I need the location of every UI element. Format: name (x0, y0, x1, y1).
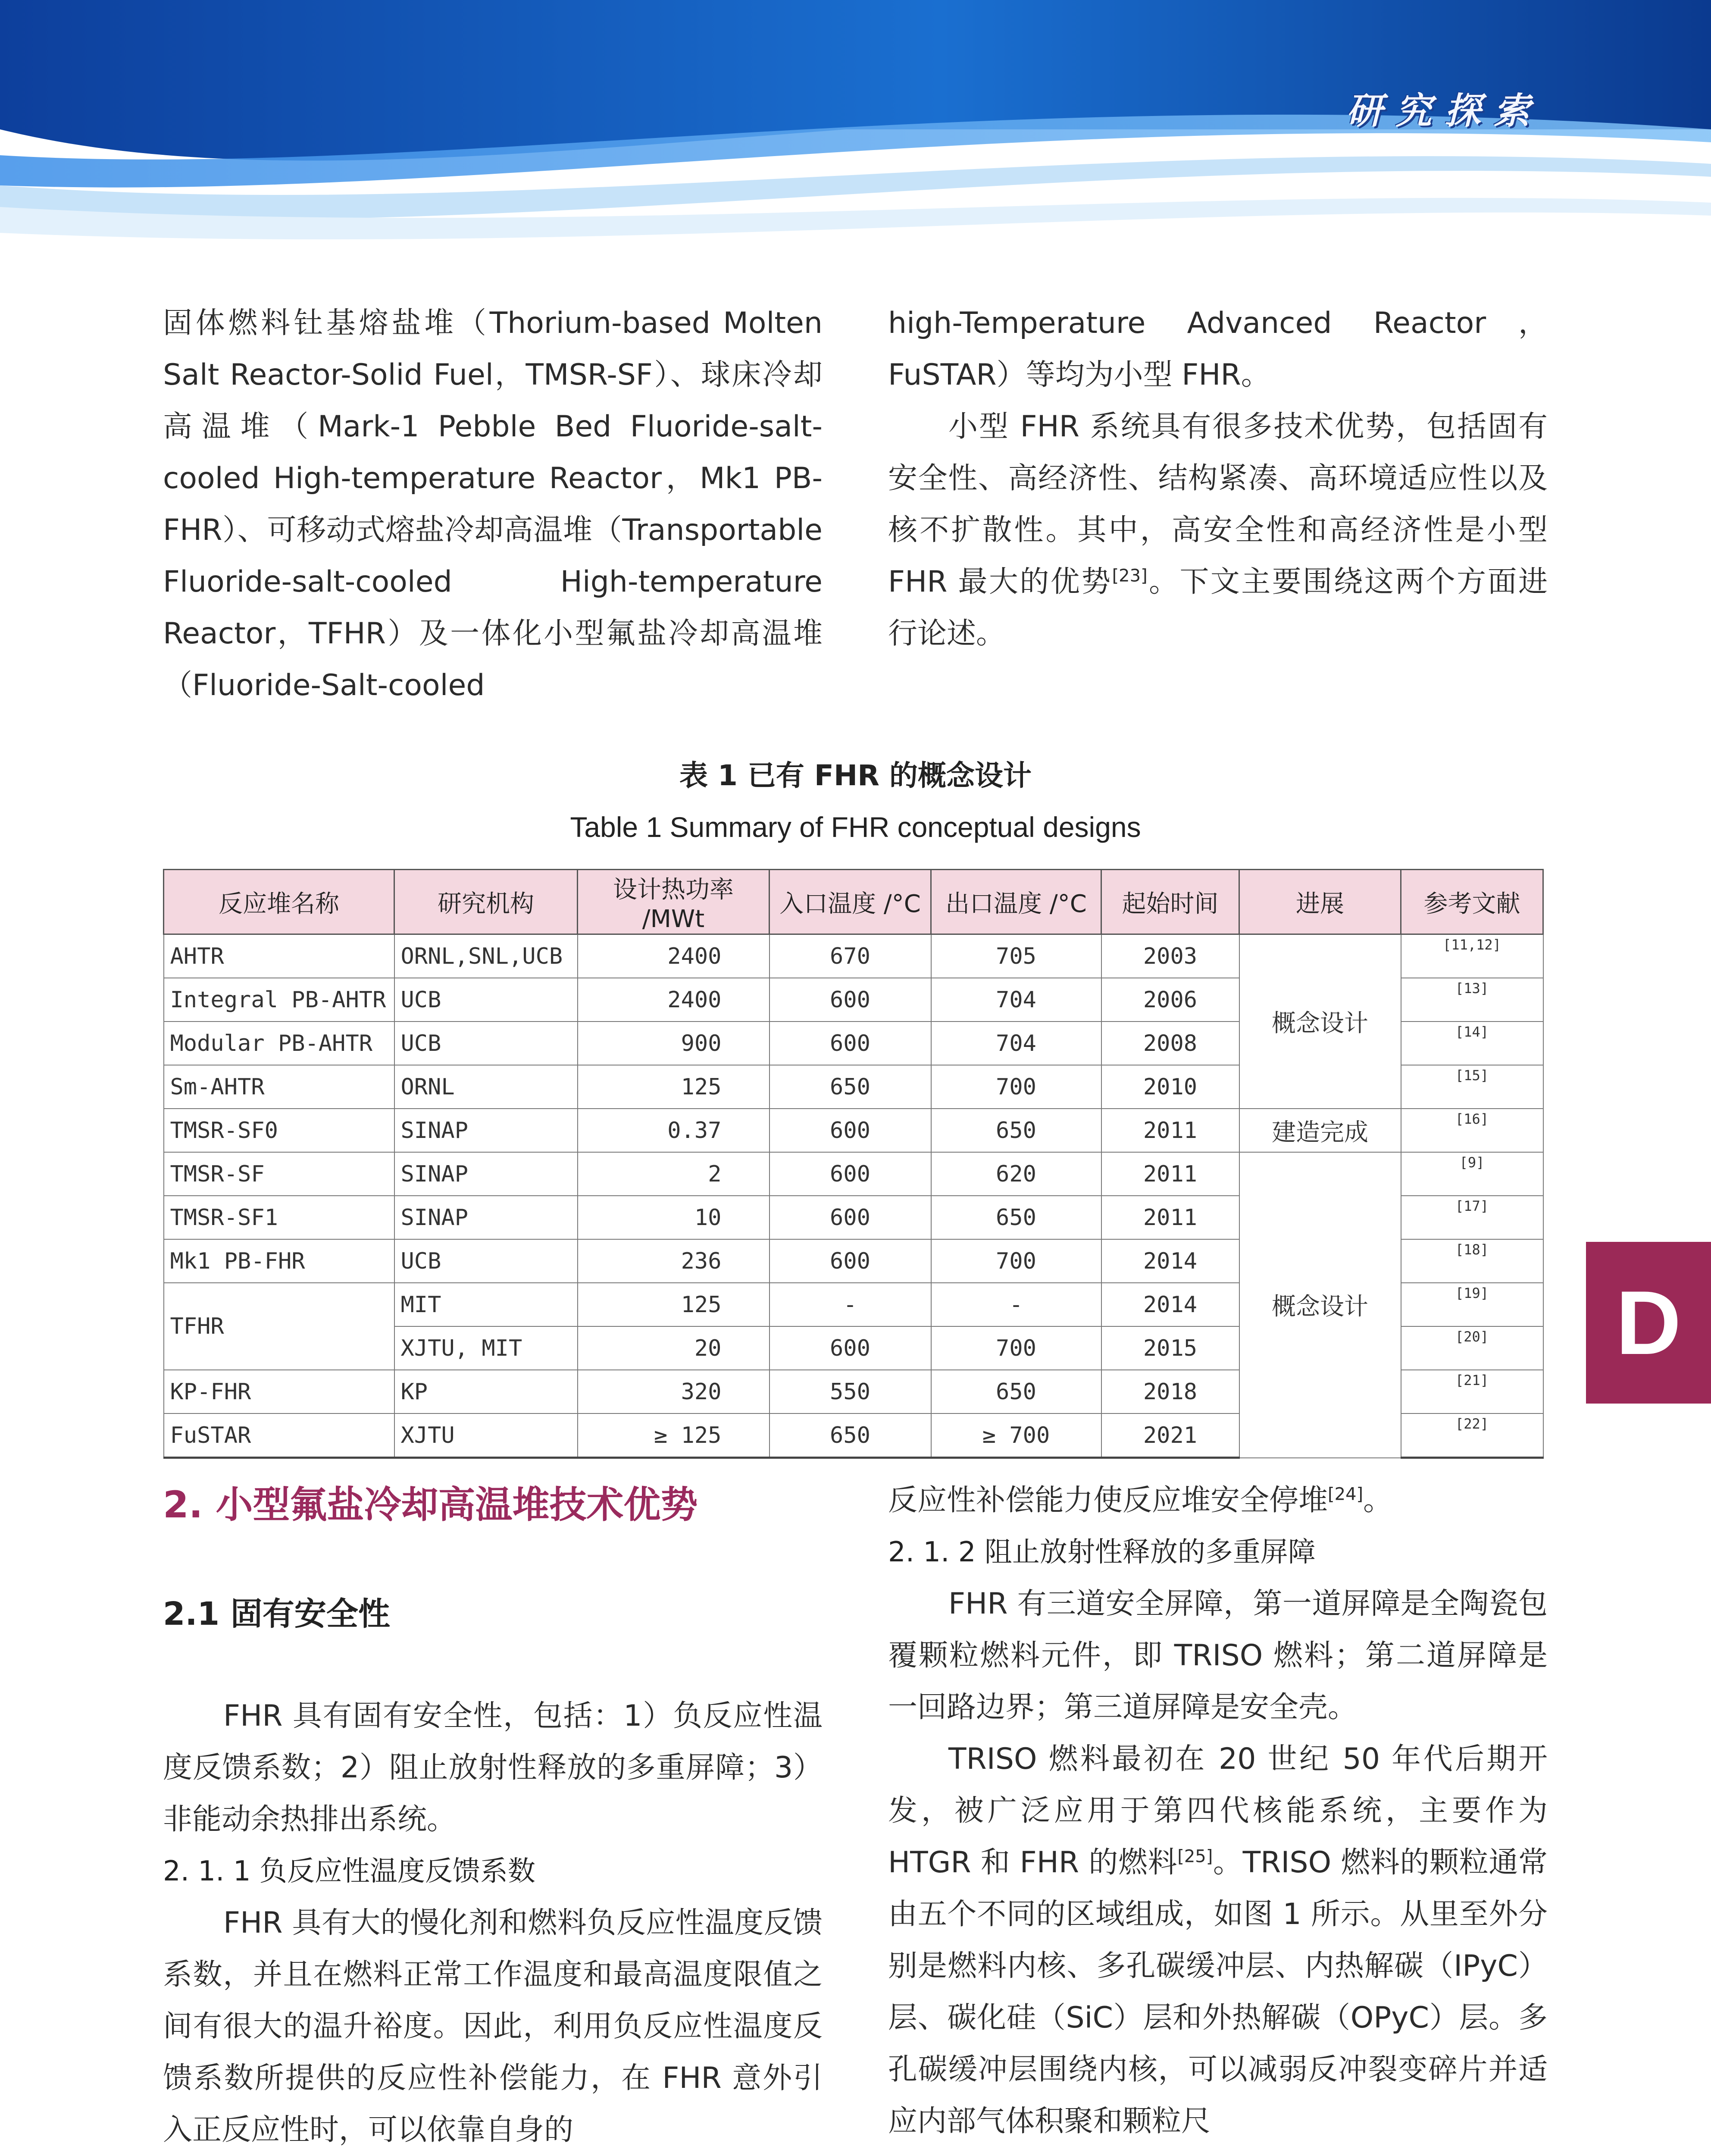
cell-name: TMSR-SF (164, 1152, 394, 1196)
header-cell: 反应堆名称 (164, 870, 394, 934)
cell-org: ORNL (394, 1065, 578, 1109)
cell-t-in: 600 (769, 1109, 931, 1152)
cell-t-out: 700 (931, 1239, 1101, 1283)
cell-power: 125 (578, 1283, 769, 1326)
cell-t-out: 650 (931, 1370, 1101, 1413)
cell-ref: [17] (1401, 1196, 1543, 1239)
header-cell: 进展 (1239, 870, 1401, 934)
cell-t-in: 550 (769, 1370, 931, 1413)
cell-ref: [14] (1401, 1022, 1543, 1065)
cell-t-out: 700 (931, 1326, 1101, 1370)
cell-year: 2014 (1101, 1283, 1239, 1326)
table-row (164, 1109, 1543, 1152)
text-run: 。下文主要围绕这两个方面进行论述。 (888, 565, 1548, 651)
cell-t-in: 600 (769, 978, 931, 1022)
cell-t-out: 650 (931, 1109, 1101, 1152)
cell-org: XJTU (394, 1413, 578, 1458)
cell-progress: 建造完成 (1239, 1109, 1401, 1152)
cell-progress: 概念设计 (1239, 1152, 1401, 1458)
cell-year: 2003 (1101, 934, 1239, 978)
cell-name: TFHR (164, 1283, 394, 1370)
cell-year: 2018 (1101, 1370, 1239, 1413)
cell-t-out: 704 (931, 1022, 1101, 1065)
cell-ref: [13] (1401, 978, 1543, 1022)
cell-org: ORNL,SNL,UCB (394, 934, 578, 978)
cell-name: Mk1 PB-FHR (164, 1239, 394, 1283)
cell-t-in: 600 (769, 1152, 931, 1196)
cell-t-out: 705 (931, 934, 1101, 978)
text-run: 。TRISO 燃料的颗粒通常由五个不同的区域组成，如图 1 所示。从里至外分别是燃料内核、多孔碳缓冲层、内热解碳（IPyC）层、碳化硅（SiC）层和外热解碳（OPyC）层。多孔碳缓冲层围绕内核，可以减弱反冲裂变碎片并适应内部气体积聚和颗粒尺 (888, 1846, 1548, 2138)
cell-t-in: 600 (769, 1239, 931, 1283)
cell-year: 2011 (1101, 1196, 1239, 1239)
lower-left-column (163, 1475, 823, 2156)
cell-t-out: 700 (931, 1065, 1101, 1109)
cell-power: 900 (578, 1022, 769, 1065)
cell-power: 2400 (578, 934, 769, 978)
subsubsection-heading: 2. 1. 1 负反应性温度反馈系数 (163, 1855, 535, 1887)
body-paragraph: FHR 有三道安全屏障，第一道屏障是全陶瓷包覆颗粒燃料元件，即 TRISO 燃料；第二道屏障是一回路边界；第三道屏障是安全壳。 (888, 1587, 1548, 1724)
body-paragraph (888, 401, 1548, 660)
cell-org: SINAP (394, 1109, 578, 1152)
cell-org: UCB (394, 1022, 578, 1065)
body-paragraph (888, 1733, 1548, 2147)
cell-year: 2008 (1101, 1022, 1239, 1065)
cell-power: 20 (578, 1326, 769, 1370)
cell-name: TMSR-SF0 (164, 1109, 394, 1152)
header-cell: 入口温度 /°C (769, 870, 931, 934)
body-paragraph: 固体燃料钍基熔盐堆（Thorium-based Molten Salt Reactor-Solid Fuel，TMSR-SF）、球床冷却高温堆（Mark-1 Pebble Bed Fluoride-salt-cooled High-temperature Reactor，Mk1 PB-FHR）、可移动式熔盐冷却高温堆（Transportable Fluoride-salt-cooled High-temperature Reactor，TFHR）及一体化小型氟盐冷却高温堆（Fluoride-Salt-cooled (163, 306, 823, 702)
cell-name: TMSR-SF1 (164, 1196, 394, 1239)
cell-ref: [20] (1401, 1326, 1543, 1370)
subsection-heading: 2.1 固有安全性 (163, 1595, 390, 1633)
cell-name: Modular PB-AHTR (164, 1022, 394, 1065)
table-row (164, 934, 1543, 978)
cell-t-out: 704 (931, 978, 1101, 1022)
text-run: 。 (1363, 1483, 1393, 1517)
top-right-column (888, 298, 1548, 660)
table-caption-en: Table 1 Summary of FHR conceptual designs (570, 811, 1141, 843)
cell-ref: [19] (1401, 1283, 1543, 1326)
cell-power: 125 (578, 1065, 769, 1109)
cell-ref: [22] (1401, 1413, 1543, 1458)
cell-t-in: 600 (769, 1196, 931, 1239)
body-paragraph (888, 1475, 1548, 1526)
table-caption-zh: 表 1 已有 FHR 的概念设计 (679, 759, 1032, 792)
cell-t-out: - (931, 1283, 1101, 1326)
top-left-column (163, 298, 823, 711)
cell-ref: [9] (1401, 1152, 1543, 1196)
text-run: TRISO 燃料最初在 20 世纪 50 年代后期开发，被广泛应用于第四代核能系统，主要作为 HTGR 和 FHR 的燃料 (888, 1742, 1548, 1880)
cell-year: 2015 (1101, 1326, 1239, 1370)
citation: [23] (1112, 566, 1148, 586)
table-row (164, 1152, 1543, 1196)
cell-t-out: 620 (931, 1152, 1101, 1196)
header-cell: 出口温度 /°C (931, 870, 1101, 934)
cell-power: ≥ 125 (578, 1413, 769, 1458)
header-cell: 参考文献 (1401, 870, 1543, 934)
body-paragraph: FHR 具有大的慢化剂和燃料负反应性温度反馈系数，并且在燃料正常工作温度和最高温度限值之间有很大的温升裕度。因此，利用负反应性温度反馈系数所提供的反应性补偿能力，在 FHR 意外引入正反应性时，可以依靠自身的 (163, 1906, 823, 2147)
table-header-row (164, 870, 1543, 934)
cell-power: 2 (578, 1152, 769, 1196)
cell-power: 320 (578, 1370, 769, 1413)
cell-year: 2014 (1101, 1239, 1239, 1283)
text-run: 反应性补偿能力使反应堆安全停堆 (888, 1483, 1328, 1517)
text-run: 小型 FHR 系统具有很多技术优势，包括固有安全性、高经济性、结构紧凑、高环境适应性以及核不扩散性。其中，高安全性和高经济性是小型 FHR 最大的优势 (888, 410, 1548, 599)
cell-ref: [21] (1401, 1370, 1543, 1413)
cell-org: KP (394, 1370, 578, 1413)
cell-ref: [18] (1401, 1239, 1543, 1283)
cell-year: 2010 (1101, 1065, 1239, 1109)
cell-org: XJTU, MIT (394, 1326, 578, 1370)
cell-progress: 概念设计 (1239, 934, 1401, 1109)
cell-org: UCB (394, 1239, 578, 1283)
cell-t-out: ≥ 700 (931, 1413, 1101, 1458)
cell-name: Sm-AHTR (164, 1065, 394, 1109)
section-tag: 研究探索 (1346, 89, 1543, 132)
cell-ref: [16] (1401, 1109, 1543, 1152)
header-cell: 研究机构 (394, 870, 578, 934)
cell-org: SINAP (394, 1196, 578, 1239)
cell-t-in: 650 (769, 1065, 931, 1109)
cell-name: KP-FHR (164, 1370, 394, 1413)
cell-org: SINAP (394, 1152, 578, 1196)
cell-year: 2006 (1101, 978, 1239, 1022)
cell-name: Integral PB-AHTR (164, 978, 394, 1022)
lower-right-column (888, 1475, 1548, 2147)
cell-t-in: 650 (769, 1413, 931, 1458)
cell-t-in: 600 (769, 1326, 931, 1370)
cell-ref: [11,12] (1401, 934, 1543, 978)
fhr-designs-table (163, 869, 1544, 1459)
section-side-tab: D (1586, 1242, 1711, 1404)
body-paragraph: FHR 具有固有安全性，包括：1）负反应性温度反馈系数；2）阻止放射性释放的多重屏障；3）非能动余热排出系统。 (163, 1699, 823, 1836)
cell-org: UCB (394, 978, 578, 1022)
cell-year: 2011 (1101, 1152, 1239, 1196)
cell-t-out: 650 (931, 1196, 1101, 1239)
body-paragraph: high-Temperature Advanced Reactor，FuSTAR）等均为小型 FHR。 (888, 306, 1548, 392)
cell-power: 0.37 (578, 1109, 769, 1152)
cell-name: AHTR (164, 934, 394, 978)
cell-name: FuSTAR (164, 1413, 394, 1458)
citation: [25] (1177, 1846, 1213, 1867)
citation: [24] (1328, 1484, 1364, 1504)
cell-power: 2400 (578, 978, 769, 1022)
cell-org: MIT (394, 1283, 578, 1326)
cell-power: 236 (578, 1239, 769, 1283)
cell-t-in: 600 (769, 1022, 931, 1065)
cell-t-in: 670 (769, 934, 931, 978)
cell-power: 10 (578, 1196, 769, 1239)
subsubsection-heading: 2. 1. 2 阻止放射性释放的多重屏障 (888, 1536, 1316, 1568)
cell-t-in: - (769, 1283, 931, 1326)
cell-year: 2011 (1101, 1109, 1239, 1152)
header-cell: 设计热功率 /MWt (578, 870, 769, 934)
section-heading: 2. 小型氟盐冷却高温堆技术优势 (163, 1483, 698, 1526)
cell-ref: [15] (1401, 1065, 1543, 1109)
cell-year: 2021 (1101, 1413, 1239, 1458)
header-cell: 起始时间 (1101, 870, 1239, 934)
